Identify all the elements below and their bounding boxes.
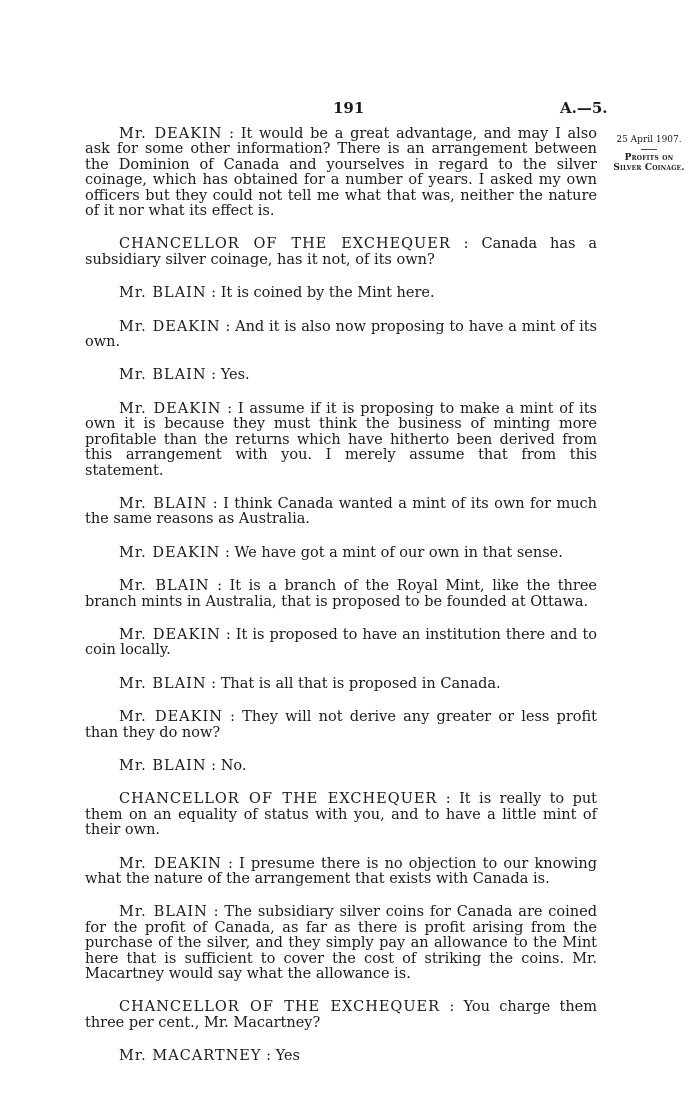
paragraph: Mr. BLAIN : The subsidiary silver coins for Canada are coined for the profit of Canada, as far as there is profit arising from the purchase of the silver, and they simply pay an allowance to the Mint here that is sufficient to cover the cost of striking the coins. Mr. Macartney would say what the allowance is. bbox=[85, 904, 598, 983]
paragraph: Mr. BLAIN : No. bbox=[119, 757, 247, 774]
speaker: Mr. DEAKIN bbox=[119, 126, 223, 142]
speaker: Mr. MACARTNEY bbox=[119, 1048, 262, 1065]
paragraph: Mr. BLAIN : I think Canada wanted a mint of its own for much the same reasons as Australia. bbox=[85, 495, 597, 528]
speech: And it is also now proposing to have a mint of its own. bbox=[85, 318, 598, 351]
speech: I assume if it is proposing to make a mint of its own it is because they must think the business of minting more profitable than the returns which have hitherto been derived from this arrangement with you. I merely assume that from this statement. bbox=[85, 400, 597, 479]
paragraph: Mr. DEAKIN : We have got a mint of our own in that sense. bbox=[119, 544, 563, 561]
paragraph: Mr. MACARTNEY : Yes bbox=[119, 1048, 300, 1065]
speech: Canada has a subsidiary silver coinage, has it not, of its own? bbox=[85, 236, 598, 268]
speaker: Mr. DEAKIN bbox=[119, 318, 221, 335]
paragraph: CHANCELLOR OF THE EXCHEQUER : You charge them three per cent., Mr. Macartney? bbox=[85, 999, 597, 1031]
paragraph: Mr. DEAKIN : I assume if it is proposing to make a mint of its own it is because they must think the business of minting more profitable than the returns which have hitherto been derived from this arrangement with you. I merely assume that from this statement. bbox=[85, 400, 597, 479]
speaker: Mr. DEAKIN bbox=[119, 544, 221, 561]
paragraph: Mr. DEAKIN : I presume there is no objection to our knowing what the nature of the arrangement that exists with Canada is. bbox=[85, 855, 598, 887]
speaker: Mr. BLAIN bbox=[119, 495, 208, 512]
speech: We have got a mint of our own in that sense. bbox=[234, 544, 563, 561]
speaker: CHANCELLOR OF THE EXCHEQUER bbox=[119, 999, 441, 1016]
speech: I presume there is no objection to our knowing what the nature of the arrangement that exists with Canada is. bbox=[85, 855, 598, 887]
margin-topic-line-1: Profits on bbox=[624, 153, 674, 163]
paragraph: CHANCELLOR OF THE EXCHEQUER : It is really to put them on an equality of status with you, and to have a little mint of their own. bbox=[85, 791, 598, 839]
speaker: Mr. BLAIN bbox=[119, 285, 207, 302]
speech: Yes. bbox=[220, 367, 250, 384]
speech: It is proposed to have an institution there and to coin locally. bbox=[85, 626, 597, 659]
speaker: Mr. DEAKIN bbox=[119, 709, 223, 726]
speaker: Mr. BLAIN bbox=[119, 757, 207, 774]
speech: It is coined by the Mint here. bbox=[220, 285, 435, 302]
speaker: Mr. DEAKIN bbox=[119, 855, 222, 872]
paragraph: Mr. DEAKIN : They will not derive any greater or less profit than they do now? bbox=[85, 709, 597, 741]
speaker: Mr. BLAIN bbox=[119, 904, 208, 921]
margin-note bbox=[604, 134, 694, 173]
speaker: Mr. BLAIN bbox=[119, 675, 207, 692]
paragraph: CHANCELLOR OF THE EXCHEQUER : Canada has a subsidiary silver coinage, has it not, of its own? bbox=[85, 236, 598, 268]
margin-topic-line-2: Silver Coinage. bbox=[613, 163, 685, 173]
speech: Yes bbox=[275, 1048, 300, 1065]
speech: You charge them three per cent., Mr. Macartney? bbox=[85, 999, 597, 1031]
page-number: 191 bbox=[333, 99, 365, 117]
speaker: Mr. BLAIN bbox=[119, 578, 210, 595]
speech: It is really to put them on an equality of status with you, and to have a little mint of their own. bbox=[85, 791, 598, 839]
speech: It would be a great advantage, and may I also ask for some other information? There is an arrangement between the Dominion of Canada and yourselves in regard to the silver coinage, which has obtained for a number of years. I asked my own officers but they could not tell me what that was, neither the nature of it nor what its effect is. bbox=[85, 126, 597, 220]
speaker: CHANCELLOR OF THE EXCHEQUER bbox=[119, 236, 451, 253]
margin-date: 25 April 1907. bbox=[616, 135, 682, 145]
margin-rule bbox=[641, 149, 657, 150]
speaker: CHANCELLOR OF THE EXCHEQUER bbox=[119, 791, 438, 808]
speech: No. bbox=[220, 757, 247, 774]
page-header bbox=[0, 99, 700, 121]
paragraph: Mr. DEAKIN : And it is also now proposing to have a mint of its own. bbox=[85, 318, 598, 351]
speaker: Mr. DEAKIN bbox=[119, 400, 222, 417]
paragraph: Mr. DEAKIN : It would be a great advantage, and may I also ask for some other information? There is an arrangement between the Dominion of Canada and yourselves in regard to the silver coinage, which has obtained for a number of years. I asked my own officers but they could not tell me what that was, neither the nature of it nor what its effect is. bbox=[85, 126, 597, 220]
speech: The subsidiary silver coins for Canada are coined for the profit of Canada, as far as there is profit arising from the purchase of the silver, and they simply pay an allowance to the Mint here that is sufficient to cover the cost of striking the coins. Mr. Macartney would say what the allowance is. bbox=[85, 904, 598, 983]
paragraph: Mr. BLAIN : Yes. bbox=[119, 367, 250, 384]
speech: That is all that is proposed in Canada. bbox=[220, 675, 501, 692]
speaker: Mr. DEAKIN bbox=[119, 626, 221, 643]
paragraph: Mr. BLAIN : That is all that is proposed in Canada. bbox=[119, 675, 501, 692]
paragraph: Mr. BLAIN : It is coined by the Mint here. bbox=[119, 285, 435, 302]
speech: I think Canada wanted a mint of its own for much the same reasons as Australia. bbox=[85, 495, 597, 528]
speech: They will not derive any greater or less profit than they do now? bbox=[85, 709, 597, 741]
document-reference: A.—5. bbox=[560, 99, 608, 117]
speech: It is a branch of the Royal Mint, like the three branch mints in Australia, that is proposed to be founded at Ottawa. bbox=[85, 578, 597, 610]
transcript-body bbox=[85, 127, 597, 1083]
paragraph: Mr. DEAKIN : It is proposed to have an institution there and to coin locally. bbox=[85, 626, 597, 659]
paragraph: Mr. BLAIN : It is a branch of the Royal Mint, like the three branch mints in Australia, that is proposed to be founded at Ottawa. bbox=[85, 578, 597, 610]
speaker: Mr. BLAIN bbox=[119, 367, 207, 384]
